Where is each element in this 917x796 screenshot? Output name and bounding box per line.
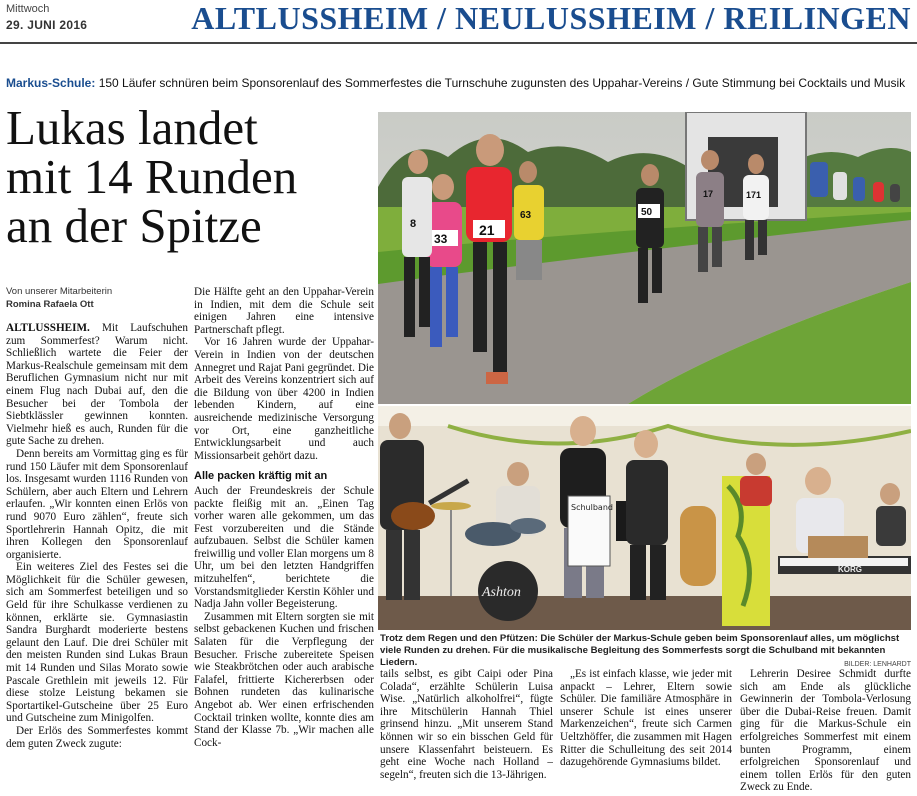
byline-intro: Von unserer Mitarbeiterin [6,286,113,297]
sign-text: Schulband [571,503,613,512]
photo-runners [378,112,911,404]
paragraph: Lehrerin Desiree Schmidt durfte sich am Ende als glückliche Gewinnerin der Tombola-Verlosung über die Dubai-Reise freuen. Damit ging für die Markus-Schule ein erfolgreiches Sommerfest mit einem bunten Programm, einem erfolgreichen Sponsorenlauf und einem tollen Erlös für den guten Zweck zu Ende. [740,668,911,792]
paragraph: Denn bereits am Vormittag ging es für rund 150 Läufer mit dem Sponsorenlauf los. Insgesamt wurden 1116 Runden von Schülern, aber auch Eltern und Lehrern erlaufen. „Wir konnten einen Erlös von rund 9070 Euro zählen“, freute sich Sportlehrerin Hannah Opitz, die mit ihren Kollegen den Sponsorenlauf organisierte. [6,447,188,561]
article-column-2 [194,286,374,792]
issue-date: 29. JUNI 2016 [6,18,88,32]
paragraph: Vor 16 Jahren wurde der Uppahar-Verein in Indien von der deutschen Annegret und Rajat Pani gegründet. Die Arbeit des Vereins konzentriert sich auf die Bildung von über 4200 in Indien lebenden Kindern, auf eine ausreichende medizinische Versorgung vor Ort, eine ganzheitliche Entwicklungsarbeit und auch Missionsarbeit gehört dazu. [194,336,374,462]
kicker-text: 150 Läufer schnüren beim Sponsorenlauf des Sommerfestes die Turnschuhe zugunsten des Uppahar-Vereins / Gute Stimmung bei Cocktails und Musik [95,76,906,90]
paragraph: Der Erlös des Sommerfestes kommt dem guten Zweck zugute: [6,725,188,750]
paragraph: „Es ist einfach klasse, wie jeder mit anpackt – Lehrer, Eltern sowie Schüler. Die familiäre Atmosphäre in unserer Schule ist eines unserer Markenzeichen“, freute sich Carmen Ueltzhöffer, die zusammen mit Hagen Ritter die Schulleitung des seit 2014 dazugehörende Gymnasiums bildet. [560,668,732,769]
bib-number: 63 [520,210,532,221]
bib-number: 171 [746,190,762,200]
paragraph: Ein weiteres Ziel des Festes sei die Möglichkeit für die Schüler gewesen, sich am Sommerfest beteiligen und so Geld für ihre Schulkasse verdienen zu können, erklärte sie. Gymnasiastin Sandra Burghardt moderierte bestens gelaunt den Lauf. Die drei Schüler mit den meisten Runden sind Lukas Braun mit 14 Runden und Silas Morato sowie Pascale Grethlein mit jeweils 12. Für diese stolze Leistung bekamen sie Sportartikel-Gutscheine über 25 Euro und Gutscheine zum Minigolfen. [6,561,188,725]
keyboard-brand: KORG [838,565,862,574]
photo-caption [380,633,911,671]
bib-number: 17 [703,189,714,199]
article-column-1 [6,322,188,792]
headline-line-3: an der Spitze [6,198,262,253]
article-column-4 [560,668,732,792]
paragraph-text: Mit Laufschuhen zum Sommerfest? Warum nicht. Schließlich wartete die Feier der Markus-Realschule gemeinsam mit dem Beruflichen Gymnasium nicht nur mit einem Flug nach Dubai auf, den die Besucher bei der Tombola der Siebtklässler gewinnen konnten. Vielmehr hieß es auch, Runden für die gute Sache zu drehen. [6,322,188,448]
paragraph: Die Hälfte geht an den Uppahar-Verein in Indien, mit dem die Schule seit einigen Jahren eine intensive Partnerschaft pflegt. [194,286,374,336]
subheading: Alle packen kräftig mit an [194,470,328,483]
paragraph: Auch der Freundeskreis der Schule packte fleißig mit an. „Einen Tag vorher waren alle gekommen, um das Fest vorzubereiten und die Stände aufzubauen. Selbst die Schüler kamen freiwillig und voller Elan morgens um 8 Uhr, um bei den letzten Handgriffen mitzuhelfen“, berichtete die Vorstandsmitglieder Kerstin Köhler und Nadja Jahn voller Begeisterung. [194,484,374,611]
bib-number: 50 [641,207,653,218]
issue-day: Mittwoch [6,3,50,15]
photo-school-band [378,406,911,630]
headline [6,100,371,253]
runners-illustration [378,112,911,404]
band-illustration [378,406,911,630]
article-column-5 [740,668,911,792]
article-column-3 [380,668,553,792]
drum-brand: Ashton [482,585,521,600]
headline-line-1: Lukas landet [6,100,258,155]
kicker [6,76,911,90]
bib-number: 21 [479,222,495,238]
bib-number: 8 [410,218,417,230]
dateline: ALTLUSSHEIM. [6,322,90,334]
headline-line-2: mit 14 Runden [6,149,298,204]
paragraph: tails selbst, es gibt Caipi oder Pina Colada“, erzählte Schülerin Luisa Wise. „Natürlich alkoholfrei“, fügte ihre Mitschülerin Hannah Thiel grinsend hinzu. „Mit unserem Stand können wir so ein bisschen Geld für unsere Klassenfahrt beisteuern. Es geht eine Woche nach Holland – segeln“, freuten sich die 13-Jährigen. [380,668,553,781]
header-rule [0,42,917,44]
caption-text: Trotz dem Regen und den Pfützen: Die Schüler der Markus-Schule geben beim Sponsorenlauf alles, um möglichst viele Runden zu drehen. Für die musikalische Begleitung des Sommerfests sorgt die Schulband mit bekannten Liedern. [380,633,900,668]
photo-credit: BILDER: LENHARDT [844,661,911,668]
byline-author: Romina Rafaela Ott [6,299,94,310]
kicker-label: Markus-Schule: [6,76,96,90]
paragraph: Zusammen mit Eltern sorgten sie mit selbst gebackenen Kuchen und frischen Salaten für die Verpflegung der Besucher. Frische zubereitete Speisen wie Steakbrötchen oder auch arabische Falafel, frittierte Kichererbsen oder Bohnen rundeten das kulinarische Angebot ab. Wer einen erfrischenden Cocktail trinken wollte, konnte dies am Stand der Klasse 7b. „Wir machen alle Cock- [194,610,374,749]
section-title: ALTLUSSHEIM / NEULUSSHEIM / REILINGEN [191,0,911,36]
bib-number: 33 [434,232,448,246]
conga-drum [680,506,716,586]
paragraph [6,322,188,448]
